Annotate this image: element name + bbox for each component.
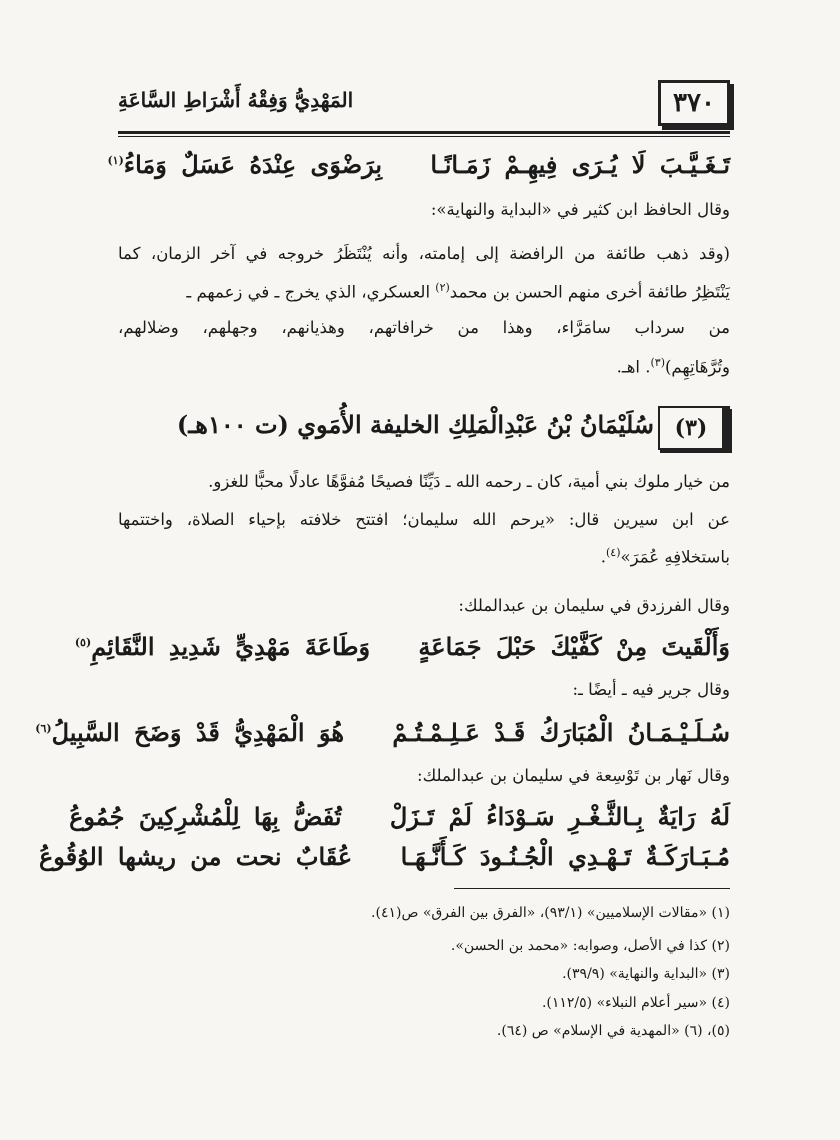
- hemistich: بِرَضْوَى عِنْدَهُ عَسَلٌ وَمَاءُ: [123, 150, 383, 179]
- hemistich: سُـلَـيْـمَـانُ الْمُبَارَكُ قَـدْ عَـلِـمْـتُـمْ: [392, 718, 730, 747]
- hemistich: لَهُ رَايَةٌ بِـالثَّـغْـرِ سَـوْدَاءُ لَمْ تَـزَلْ: [389, 802, 730, 831]
- running-title: المَهْدِيُّ وَفِقْهُ أَشْرَاطِ السَّاعَةِ: [118, 88, 354, 112]
- verse-line: [74, 632, 730, 661]
- text-line: وقال نَهار بن تَوْسِعة في سليمان بن عبدالملك:: [417, 766, 730, 785]
- text-line: يَنْتَظِرُ طائفة أخرى منهم الحسن بن محمد$^{(٢)}$ العسكري، الذي يخرج ـ في زعمهم ـ: [186, 281, 730, 302]
- hemistich: وَطَاعَةَ مَهْدِيٍّ شَدِيدِ النَّقَائِمِ: [91, 632, 371, 661]
- section-number: (٣): [658, 406, 730, 450]
- text-line: من سرداب سامَرَّاء، وهذا من خرافاتهم، وهذيانهم، وجهلهم، وضلالهم،: [118, 318, 730, 337]
- footnote-marker: (١): [107, 154, 124, 167]
- hemistich: وَأَلْقَيتَ مِنْ كَفَّيْكَ حَبْلَ جَمَاعَةٍ: [418, 632, 730, 661]
- hemistich: تُفَضُّ بِهَا لِلْمُشْرِكِينَ جُمُوعُ: [69, 802, 342, 831]
- footnote: (١) «مقالات الإسلاميين» (٩٣/١)، «الفرق بين الفرق» ص(٤١).: [371, 905, 730, 921]
- footnote: (٢) كذا في الأصل، وصوابه: «محمد بن الحسن».: [450, 938, 730, 954]
- text-line: باستخلافِهِ عُمَرَ»$^{(٤)}$.: [600, 546, 730, 567]
- footnote-rule: [454, 888, 730, 889]
- hemistich: هُوَ الْمَهْدِيُّ قَدْ وَضَحَ السَّبِيلُ: [51, 718, 344, 747]
- text-line: عن ابن سيرين قال: «يرحم الله سليمان؛ افتتح خلافته بإحياء الصلاة، واختتمها: [118, 510, 730, 529]
- header-rule-thin: [118, 136, 730, 137]
- verse-line: [38, 842, 730, 871]
- verse-line: [69, 802, 730, 831]
- section-title: سُلَيْمَانُ بْنُ عَبْدِالْمَلِكِ الخليفة الأُمَوي (ت ١٠٠هـ): [176, 410, 654, 439]
- footnote: (٤) «سير أعلام النبلاء» (١١٢/٥).: [541, 995, 730, 1011]
- text-line: وقال جرير فيه ـ أيضًا ـ:: [572, 680, 730, 699]
- hemistich: تَـغَـيَّـبَ لَا يُـرَى فِيهِـمْ زَمَـانًـا: [430, 150, 730, 179]
- page-number: ٣٧٠: [658, 80, 730, 126]
- verse-line: [35, 718, 730, 747]
- verse-line: [107, 150, 730, 179]
- text-line: (وقد ذهب طائفة من الرافضة إلى إمامته، وأنه يُنْتَظَرُ خروجه في آخر الزمان، كما: [118, 244, 730, 263]
- text-line: من خيار ملوك بني أمية، كان ـ رحمه الله ـ دَيِّنًا فصيحًا مُفوَّهًا عادلًا محبًّا للغزو.: [208, 472, 730, 491]
- page-header: [118, 72, 730, 130]
- header-rule: [118, 131, 730, 134]
- footnote-marker: (٦): [35, 722, 52, 735]
- text-line: وقال الحافظ ابن كثير في «البداية والنهاية»:: [430, 200, 730, 219]
- hemistich: مُـبَـارَكَـةٌ تَـهْـدِي الْجُـنُـودَ كَـأَنَّـهَـا: [400, 842, 730, 871]
- footnote: (٣) «البداية والنهاية» (٣٩/٩).: [562, 966, 730, 982]
- footnote-marker: (٥): [74, 636, 92, 649]
- text-line: وقال الفرزدق في سليمان بن عبدالملك:: [458, 596, 730, 615]
- text-line: وتُرَّهَاتِهِم)$^{(٣)}$. اهـ.: [616, 356, 730, 377]
- footnote-marker: (٤): [606, 546, 621, 559]
- section-heading: [118, 404, 730, 454]
- footnote-marker: (٣): [650, 356, 665, 369]
- footnote: (٥)، (٦) «المهدية في الإسلام» ص (٦٤).: [496, 1023, 730, 1039]
- footnote-marker: (٢): [435, 281, 450, 294]
- hemistich: عُقَابٌ نحت من ريشها الوُقُوعُ: [38, 842, 353, 871]
